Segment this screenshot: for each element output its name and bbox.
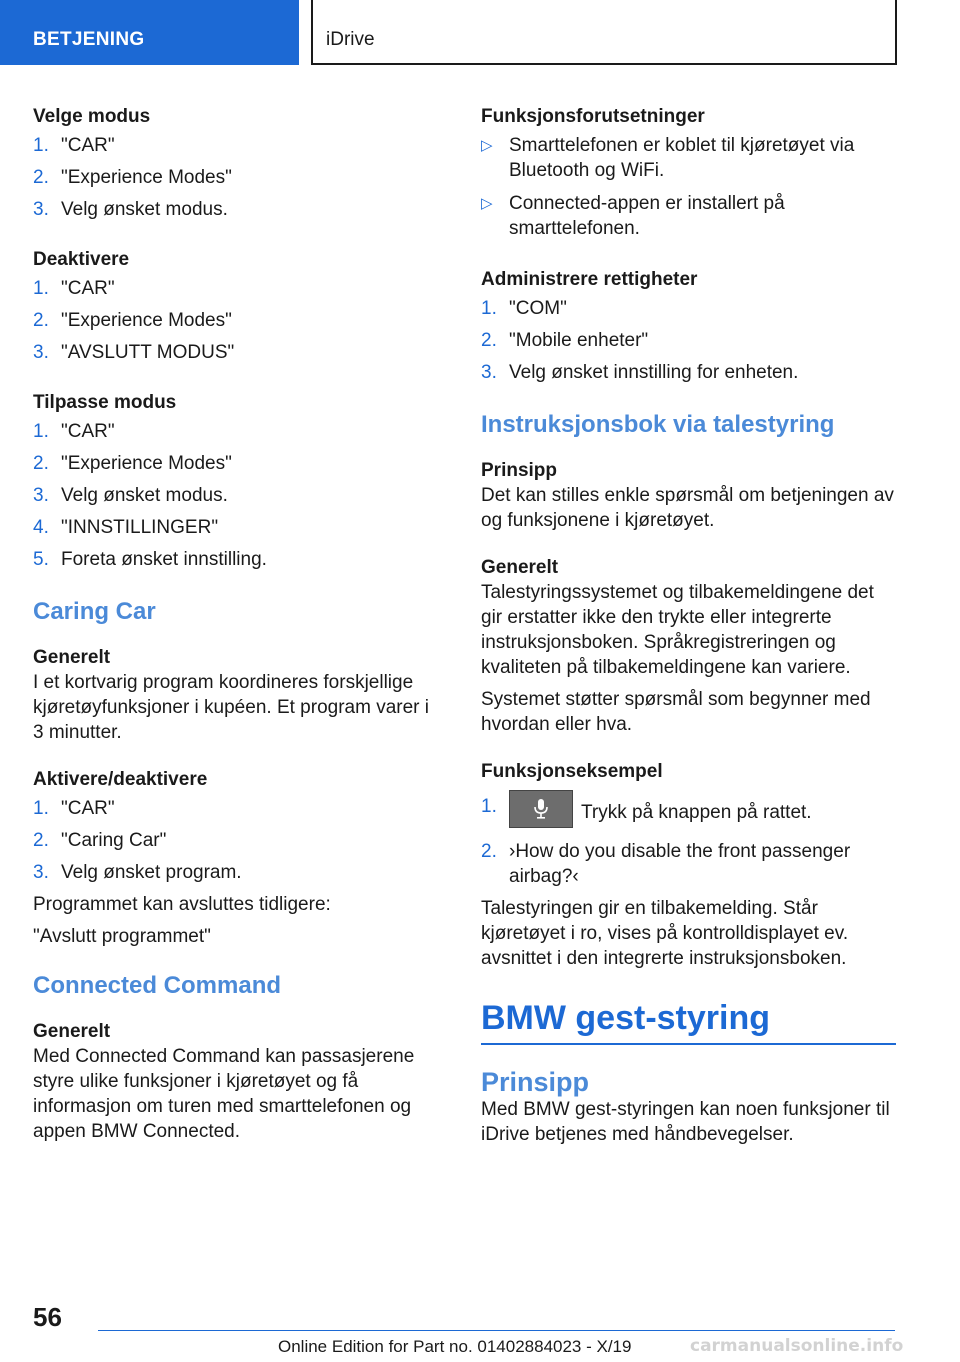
step-text: "Experience Modes" <box>61 310 232 331</box>
step-number: 2. <box>481 841 497 862</box>
chapter-title: iDrive <box>326 29 375 50</box>
left-column <box>33 104 438 1144</box>
step-text: ›How do you disable the front passenger airbag?‹ <box>509 841 851 887</box>
step-text: Velg ønsket modus. <box>61 485 228 506</box>
list-item <box>33 419 438 444</box>
list-item <box>33 451 438 476</box>
item-text: Connected-appen er installert på smarttelefonen. <box>509 193 785 239</box>
caring-car-activate-heading: Aktivere/deaktivere <box>33 769 208 790</box>
voice-principle-text: Det kan stilles enkle spørsmål om betjeningen av og funksjonene i kjøretøyet. <box>481 485 894 531</box>
voice-general-heading: Generelt <box>481 557 559 578</box>
list-item <box>33 197 438 222</box>
select-mode-heading: Velge modus <box>33 106 151 127</box>
step-number: 1. <box>33 798 49 819</box>
step-text: Velg ønsket modus. <box>61 199 228 220</box>
step-number: 3. <box>33 342 49 363</box>
caring-car-end-value: "Avslutt programmet" <box>33 926 211 947</box>
list-item <box>33 828 438 853</box>
list-item <box>33 483 438 508</box>
triangle-bullet-icon: ▷ <box>481 137 493 154</box>
list-item <box>33 276 438 301</box>
list-item <box>33 165 438 190</box>
right-column <box>481 104 896 1147</box>
step-number: 2. <box>33 167 49 188</box>
adjust-mode-steps <box>33 419 438 572</box>
list-item <box>33 133 438 158</box>
gesture-principle-text: Med BMW gest-styringen kan noen funksjoner til iDrive betjenes med håndbevegelser. <box>481 1099 890 1145</box>
step-text: Trykk på knappen på rattet. <box>581 802 812 824</box>
list-item <box>33 308 438 333</box>
connected-command-title: Connected Command <box>33 972 282 999</box>
section-tab <box>0 0 299 65</box>
voice-manual-title: Instruksjonsbok via talestyring <box>481 411 835 438</box>
gesture-title: BMW gest-styring <box>481 999 770 1037</box>
list-item <box>33 515 438 540</box>
voice-general-text-2: Systemet støtter spørsmål som begynner med hvordan eller hva. <box>481 689 871 735</box>
list-item <box>481 296 896 321</box>
list-item <box>481 328 896 353</box>
deactivate-steps <box>33 276 438 365</box>
select-mode-steps <box>33 133 438 222</box>
step-number: 2. <box>33 310 49 331</box>
list-item <box>33 796 438 821</box>
gesture-principle-title: Prinsipp <box>481 1067 590 1097</box>
list-item <box>481 191 896 241</box>
list-item <box>33 860 438 885</box>
voice-general-text-1: Talestyringssystemet og tilbakemeldingene det gir erstatter ikke den trykte eller integrerte instruksjonsboken. Språkregistreringen og kvaliteten på tilbakemeldingene kan variere. <box>481 582 874 678</box>
step-number: 1. <box>33 421 49 442</box>
step-text: "CAR" <box>61 421 115 442</box>
step-text: Velg ønsket innstilling for enheten. <box>509 362 799 383</box>
step-text: "AVSLUTT MODUS" <box>61 342 235 363</box>
page-number: 56 <box>33 1302 62 1332</box>
step-number: 3. <box>33 862 49 883</box>
step-number: 2. <box>33 453 49 474</box>
voice-example-steps <box>481 794 896 889</box>
step-number: 4. <box>33 517 49 538</box>
step-number: 3. <box>33 485 49 506</box>
step-number: 2. <box>481 330 497 351</box>
list-item <box>33 340 438 365</box>
chapter-tab <box>311 0 897 65</box>
prerequisites-list <box>481 133 896 241</box>
watermark: carmanualsonline.info <box>690 1336 904 1356</box>
step-text: "COM" <box>509 298 567 319</box>
step-text: "CAR" <box>61 135 115 156</box>
step-text: "Experience Modes" <box>61 453 232 474</box>
voice-example-result: Talestyringen gir en tilbakemelding. Står kjøretøyet i ro, vises på kontrolldisplayet ev. avsnittet i den integrerte instruksjonsboken. <box>481 898 849 969</box>
step-text: "INNSTILLINGER" <box>61 517 219 538</box>
caring-car-end-text: Programmet kan avsluttes tidligere: <box>33 894 331 915</box>
step-number: 3. <box>481 362 497 383</box>
step-text: Velg ønsket program. <box>61 862 242 883</box>
step-number: 1. <box>33 278 49 299</box>
step-number: 5. <box>33 549 49 570</box>
voice-principle-heading: Prinsipp <box>481 460 558 481</box>
footer-divider <box>98 1330 895 1331</box>
adjust-mode-heading: Tilpasse modus <box>33 392 177 413</box>
deactivate-heading: Deaktivere <box>33 249 130 270</box>
step-text: "Experience Modes" <box>61 167 232 188</box>
list-item <box>481 794 896 832</box>
list-item <box>481 360 896 385</box>
step-number: 1. <box>481 298 497 319</box>
step-number: 3. <box>33 199 49 220</box>
prerequisites-heading: Funksjonsforutsetninger <box>481 106 705 127</box>
list-item <box>481 839 896 889</box>
list-item <box>33 547 438 572</box>
triangle-bullet-icon: ▷ <box>481 195 493 212</box>
caring-car-general-heading: Generelt <box>33 647 111 668</box>
voice-example-heading: Funksjonseksempel <box>481 761 663 782</box>
step-text: "Mobile enheter" <box>509 330 649 351</box>
caring-car-title: Caring Car <box>33 598 156 625</box>
connected-command-general-heading: Generelt <box>33 1021 111 1042</box>
step-text: "CAR" <box>61 278 115 299</box>
manage-rights-heading: Administrere rettigheter <box>481 269 698 290</box>
section-title: BETJENING <box>33 29 145 50</box>
caring-car-general-text: I et kortvarig program koordineres forskjellige kjøretøyfunksjoner i kupéen. Et program varer i 3 minutter. <box>33 672 429 743</box>
step-number: 2. <box>33 830 49 851</box>
connected-command-general-text: Med Connected Command kan passasjerene styre ulike funksjoner i kjøretøyet og få informasjon om turen med smarttelefonen og appen BMW Connected. <box>33 1046 415 1142</box>
step-text: "Caring Car" <box>61 830 167 851</box>
manage-rights-steps <box>481 296 896 385</box>
list-item <box>481 133 896 183</box>
microphone-button-icon <box>509 790 573 828</box>
caring-car-steps <box>33 796 438 885</box>
edition-text: Online Edition for Part no. 01402884023 - X/19 <box>278 1337 632 1356</box>
step-number: 1. <box>33 135 49 156</box>
step-number: 1. <box>481 796 497 817</box>
item-text: Smarttelefonen er koblet til kjøretøyet via Bluetooth og WiFi. <box>509 135 855 181</box>
step-text: "CAR" <box>61 798 115 819</box>
step-text: Foreta ønsket innstilling. <box>61 549 267 570</box>
